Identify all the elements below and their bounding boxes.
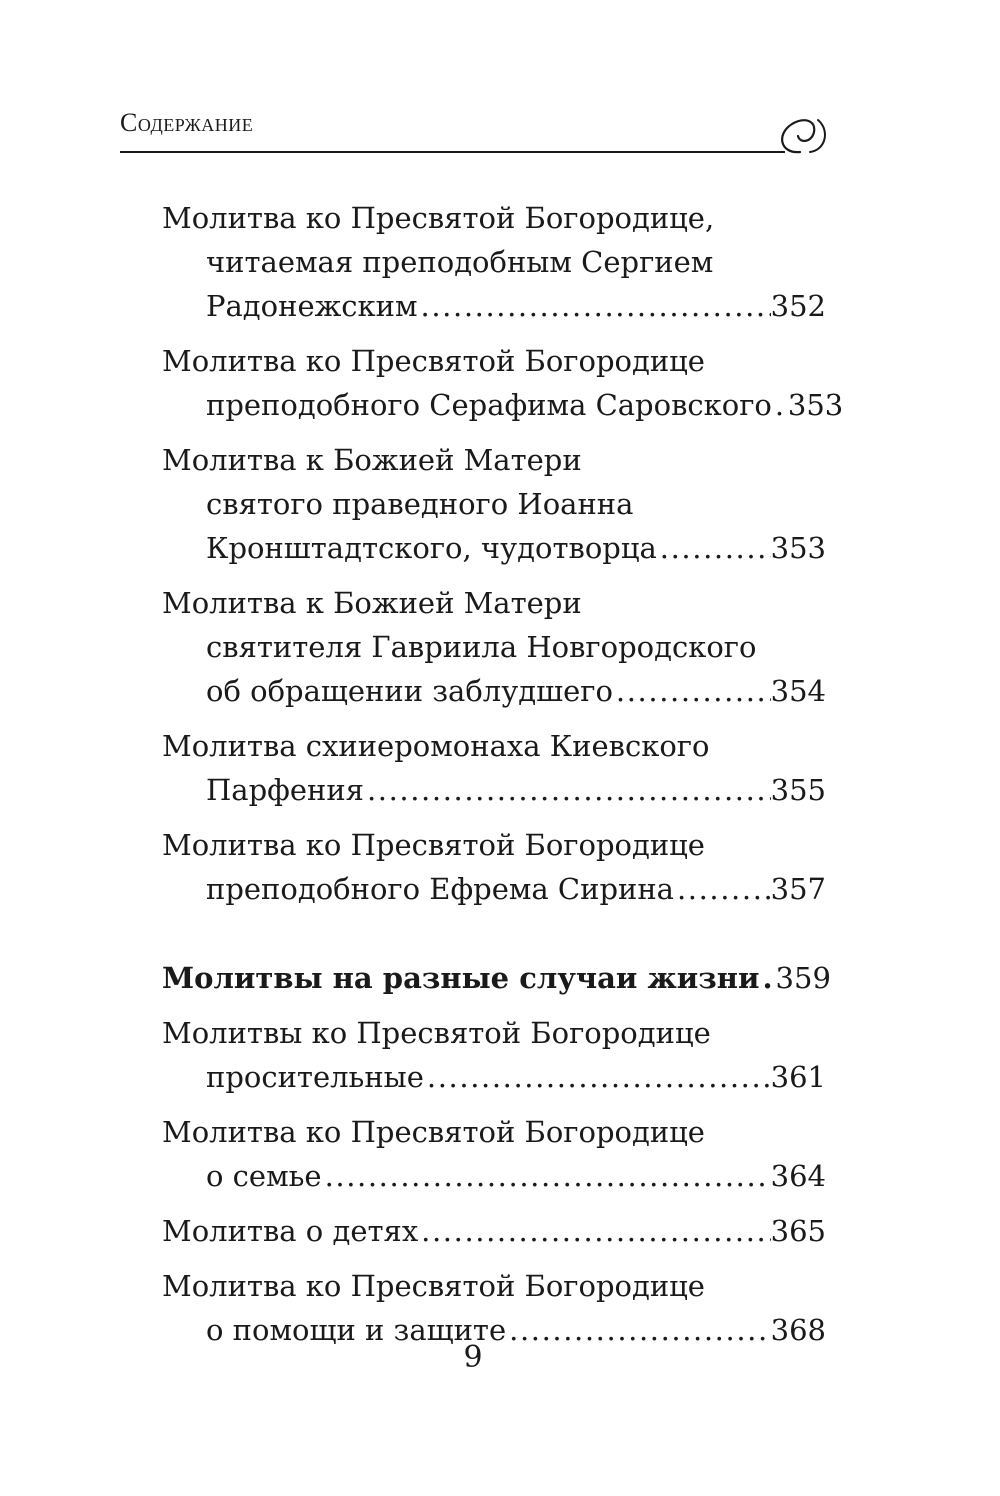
toc-entry-line: Молитва ко Пресвятой Богородице [162,1269,705,1303]
toc-entry [162,438,826,570]
dot-leader [613,669,771,713]
toc-entry-line: Молитва ко Пресвятой Богородице [162,344,705,378]
toc-page-number: 353 [770,531,826,565]
toc-entry-line [162,284,826,328]
dot-leader [424,1055,771,1099]
toc-page-number: 353 [787,388,844,422]
toc-section-entry [162,956,831,1000]
toc-entry-line [162,956,831,1000]
toc-entry-line [162,1154,826,1198]
toc-entry-line [162,1055,826,1099]
toc-entry-title: об обращении заблудшего [206,674,613,708]
toc-entry-title: просительные [206,1060,424,1094]
toc-page-number: 357 [770,872,826,906]
toc-entry-line [162,867,826,911]
running-head: Содержание [120,108,254,137]
toc-page-number: 354 [770,674,826,708]
toc-entry-line: святителя Гавриила Новгородского [206,630,757,664]
dot-leader [760,956,776,1000]
toc-entry [162,196,826,328]
toc-page-number: 365 [770,1214,826,1248]
dot-leader [322,1154,771,1198]
toc-entry-title: Молитва о детях [162,1214,419,1248]
toc-entry-line: Молитва ко Пресвятой Богородице [162,1115,705,1149]
flourish-ornament-icon [770,108,840,168]
toc-entry-line [162,768,826,812]
toc-entry-title: преподобного Ефрема Сирина [206,872,674,906]
toc-entry-line: Молитва ко Пресвятой Богородице [162,828,705,862]
dot-leader [364,768,771,812]
toc-entry-line [162,1209,826,1253]
dot-leader [657,526,771,570]
toc-entry [162,1264,826,1352]
toc-entry-line: читаемая преподобным Сергием [206,245,714,279]
toc-page-number: 368 [770,1313,826,1347]
dot-leader [418,1209,770,1253]
dot-leader [418,284,771,328]
toc-entry [162,339,844,427]
toc-page-number: 359 [775,961,831,995]
toc-page-number: 364 [770,1159,826,1193]
toc-entry-line: Молитва к Божией Матери [162,586,582,620]
toc-entry-title: Радонежским [206,289,418,323]
table-of-contents [162,196,844,1363]
toc-entry-title: о помощи и защите [206,1313,507,1347]
toc-entry-line [162,526,826,570]
header-rule [120,151,785,153]
toc-entry-title: о семье [206,1159,322,1193]
toc-entry-title: Кронштадтского, чудотворца [206,531,657,565]
toc-entry-line [162,669,826,713]
toc-entry-line: Молитва к Божией Матери [162,443,582,477]
toc-entry-line: Молитва схииеромонаха Киевского [162,729,710,763]
toc-entry [162,724,826,812]
toc-page-number: 355 [770,773,826,807]
dot-leader [674,867,771,911]
toc-entry [162,1209,826,1253]
toc-entry [162,823,826,911]
toc-page-number: 352 [770,289,826,323]
toc-entry-title: Парфения [206,773,364,807]
toc-entry-line [162,383,844,427]
toc-entry-title: Молитвы на разные случаи жизни [162,961,760,995]
toc-page-number: 361 [770,1060,826,1094]
toc-entry [162,581,826,713]
dot-leader [772,383,788,427]
toc-entry-line: Молитвы ко Пресвятой Богородице [162,1016,711,1050]
page-number: 9 [463,1340,483,1375]
toc-entry-title: преподобного Серафима Саровского [206,388,772,422]
toc-entry-line: святого праведного Иоанна [206,487,634,521]
toc-entry [162,1011,826,1099]
toc-entry-line: Молитва ко Пресвятой Богородице, [162,201,715,235]
toc-entry [162,1110,826,1198]
